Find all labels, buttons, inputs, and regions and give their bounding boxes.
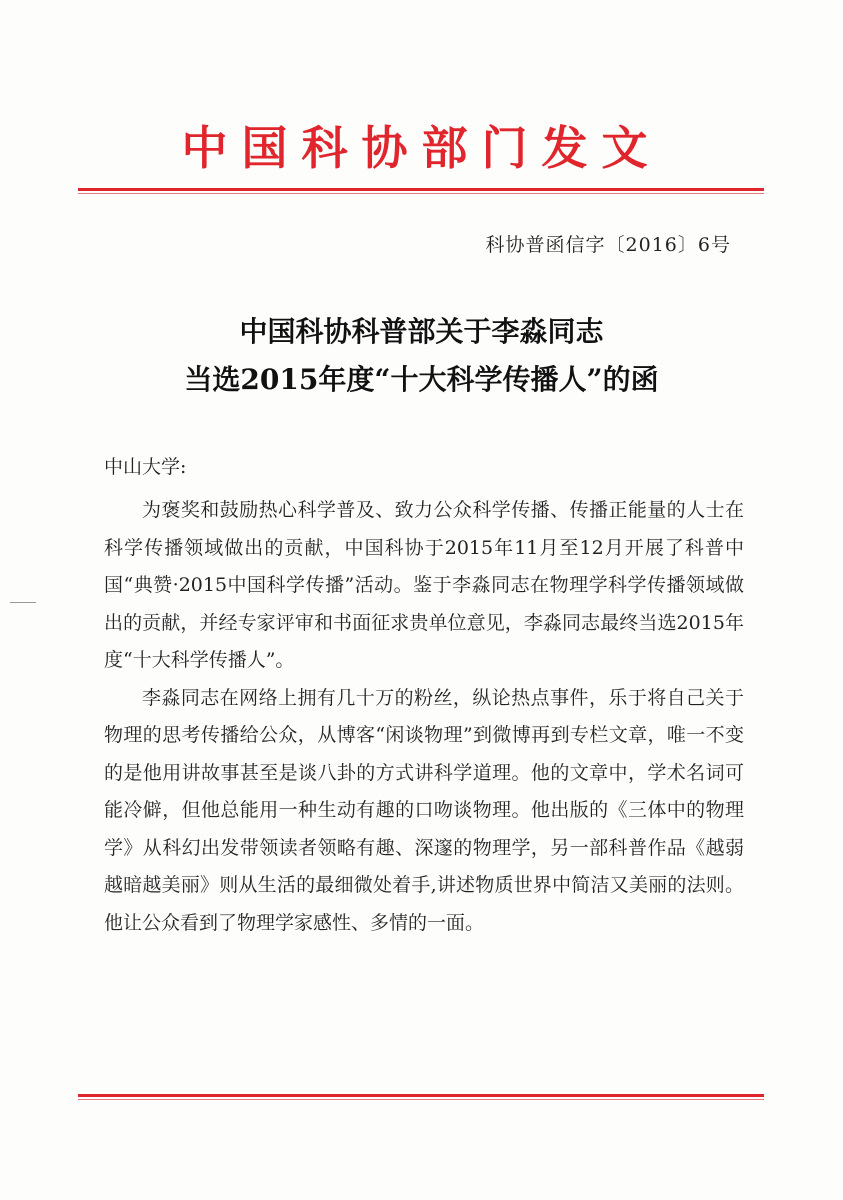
recipient: 中山大学: xyxy=(104,456,187,478)
agency-header-title: 中国科协部门发文 xyxy=(181,121,662,175)
scan-artifact-mark xyxy=(10,602,36,603)
document-number: 科协普函信字〔2016〕6号 xyxy=(485,234,731,256)
footer-red-rule xyxy=(78,1094,764,1097)
document-title-line-1: 中国科协科普部关于李淼同志 xyxy=(239,315,604,348)
footer-red-rule-thin xyxy=(78,1099,764,1100)
document-title xyxy=(0,308,843,404)
document-title-line-2: 当选2015年度“十大科学传播人”的函 xyxy=(184,363,659,396)
header-red-rule xyxy=(78,188,764,191)
body-paragraph-1: 为褒奖和鼓励热心科学普及、致力公众科学传播、传播正能量的人士在科学传播领域做出的贡献，中国科协于2015年11月至12月开展了科普中国“典赞·2015中国科学传播”活动。鉴于李淼同志在物理学科学传播领域做出的贡献，并经专家评审和书面征求贵单位意见，李淼同志最终当选2015年度“十大科学传播人”。 xyxy=(104,499,744,671)
document-body xyxy=(104,492,744,942)
body-paragraph-2: 李淼同志在网络上拥有几十万的粉丝，纵论热点事件，乐于将自己关于物理的思考传播给公众，从博客“闲谈物理”到微博再到专栏文章，唯一不变的是他用讲故事甚至是谈八卦的方式讲科学道理。他的文章中，学术名词可能冷僻，但他总能用一种生动有趣的口吻谈物理。他出版的《三体中的物理学》从科幻出发带领读者领略有趣、深邃的物理学，另一部科普作品《越弱越暗越美丽》则从生活的最细微处着手,讲述物质世界中简洁又美丽的法则。他让公众看到了物理学家感性、多情的一面。 xyxy=(104,686,744,934)
header-red-rule-thin xyxy=(78,193,764,194)
